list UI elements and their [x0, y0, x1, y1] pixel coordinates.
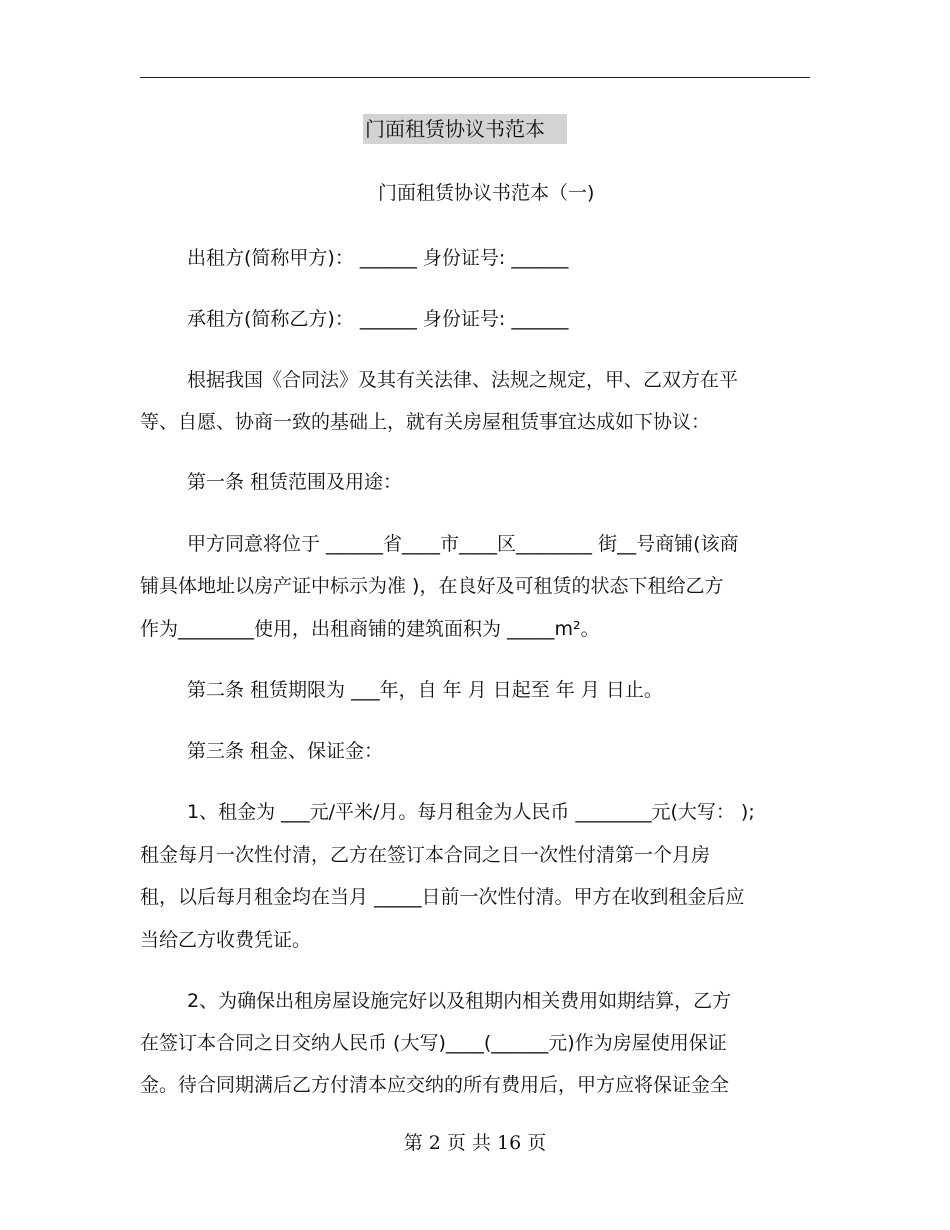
lessor-line: 出租方(简称甲方)： ______ 身份证号: ______: [187, 247, 569, 269]
header-rule: [140, 77, 810, 78]
lessee-line: 承租方(简称乙方)： ______ 身份证号: ______: [187, 308, 569, 330]
article-2-line: 第二条 租赁期限为 ___年，自 年 月 日起至 年 月 日止。: [187, 679, 663, 701]
article-1-line-2: 铺具体地址以房产证中标示为准 )，在良好及可租赁的状态下租给乙方: [140, 575, 724, 597]
document-title: 门面租赁协议书范本: [363, 114, 567, 144]
rent-clause-line-2: 租金每月一次性付清，乙方在签订本合同之日一次性付清第一个月房: [140, 844, 711, 866]
article-1-line-1: 甲方同意将位于 ______省____市____区________ 街__号商铺(该商: [187, 533, 739, 555]
article-1-heading: 第一条 租赁范围及用途：: [187, 471, 403, 493]
article-1-line-3: 作为________使用，出租商铺的建筑面积为 _____m²。: [140, 618, 600, 640]
document-subtitle: 门面租赁协议书范本（一): [378, 182, 595, 204]
preamble-line-1: 根据我国《合同法》及其有关法律、法规之规定，甲、乙双方在平: [187, 369, 739, 391]
rent-clause-line-4: 当给乙方收费凭证。: [140, 929, 312, 951]
rent-clause-line-3: 租，以后每月租金均在当月 _____日前一次性付清。甲方在收到租金后应: [140, 886, 745, 908]
page-number-footer: 第 2 页 共 16 页: [403, 1132, 547, 1154]
preamble-line-2: 等、自愿、协商一致的基础上，就有关房屋租赁事宜达成如下协议：: [140, 411, 711, 433]
deposit-clause-line-3: 金。待合同期满后乙方付清本应交纳的所有费用后，甲方应将保证金全: [140, 1074, 730, 1096]
article-3-heading: 第三条 租金、保证金：: [187, 740, 384, 762]
rent-clause-line-1: 1、租金为 ___元/平米/月。每月租金为人民币 ________元(大写： );: [187, 801, 755, 823]
deposit-clause-line-2: 在签订本合同之日交纳人民币 (大写)____(______元)作为房屋使用保证: [140, 1032, 727, 1054]
deposit-clause-line-1: 2、为确保出租房屋设施完好以及租期内相关费用如期结算，乙方: [187, 990, 732, 1012]
